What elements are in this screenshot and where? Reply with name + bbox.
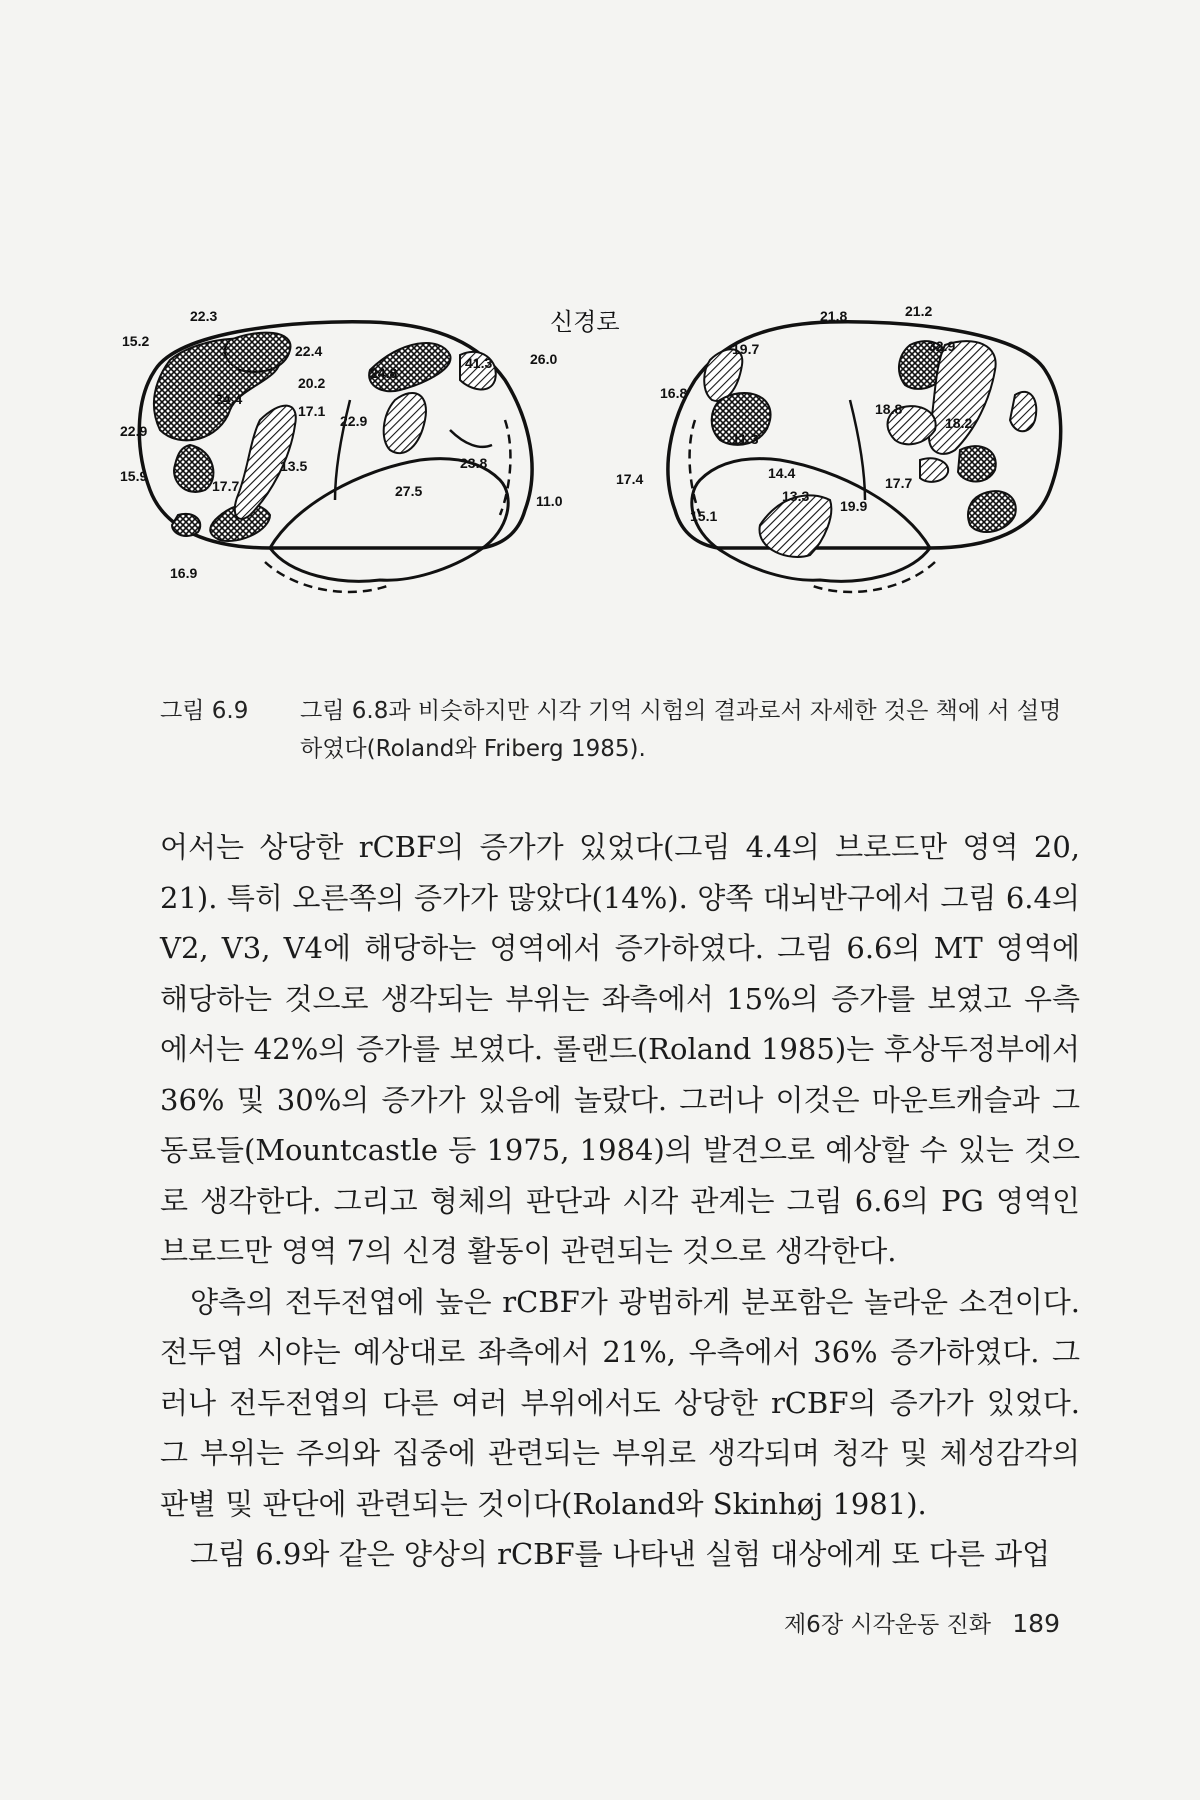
- right-label: 11.0: [536, 493, 563, 509]
- left-label: 17.1: [298, 403, 326, 419]
- right-label: 21.8: [820, 308, 848, 324]
- figure-title: 신경로: [550, 308, 620, 336]
- paragraph: 어서는 상당한 rCBF의 증가가 있었다(그림 4.4의 브로드만 영역 20, 21). 특히 오른쪽의 증가가 많았다(14%). 양쪽 대뇌반구에서 그림 6.4의 V2, V3, V4에 해당하는 영역에서 증가하였다. 그림 6.6의 MT 영역에 해당하는 것으로 생각되는 부위는 좌측에서 15%의 증가를 보였고 우측에서는 42%의 증가를 보였다. 롤랜드(Roland 1985)는 후상두정부에서 36% 및 30%의 증가가 있음에 놀랐다. 그러나 이것은 마운트캐슬과 그 동료들(Mountcastle 등 1975, 1984)의 발견으로 예상할 수 있는 것으로 생각한다. 그리고 형체의 판단과 시각 관계는 그림 6.6의 PG 영역인 브로드만 영역 7의 신경 활동이 관련되는 것으로 생각한다.: [160, 830, 1080, 1268]
- figure-caption: [160, 692, 1080, 768]
- right-label: 17.4: [616, 471, 644, 487]
- right-label: 18.2: [945, 415, 973, 431]
- right-label: 21.2: [905, 303, 933, 319]
- left-label: 41.3: [465, 355, 493, 371]
- right-label: 19.7: [732, 341, 760, 357]
- right-label: 11.3: [732, 431, 759, 447]
- left-label: 23.8: [460, 455, 488, 471]
- right-label: 16.8: [660, 385, 688, 401]
- right-label: 15.1: [690, 508, 718, 524]
- left-patch-upper: [225, 333, 291, 372]
- caption-text: 그림 6.8과 비슷하지만 시각 기억 시험의 결과로서 자세한 것은 책에 서 설명하였다(Roland와 Friberg 1985).: [300, 698, 1062, 762]
- right-label: 13.3: [782, 488, 810, 504]
- right-label: 14.4: [768, 465, 796, 481]
- right-patch-cross-mid: [958, 446, 996, 481]
- left-patch-small: [172, 514, 200, 536]
- chapter-title: 제6장 시각운동 진화: [783, 1612, 991, 1638]
- right-label: 17.7: [885, 475, 913, 491]
- left-label: 15.9: [120, 468, 148, 484]
- left-label: 17.7: [212, 478, 240, 494]
- left-label: 24.4: [215, 391, 243, 407]
- body-text: [160, 822, 1080, 1580]
- left-label: 22.3: [190, 308, 218, 324]
- left-label: 22.9: [340, 413, 368, 429]
- left-patch-mid: [174, 445, 213, 492]
- left-label: 24.8: [370, 365, 398, 381]
- right-patch-hatch-edge: [1010, 392, 1036, 431]
- page-number: 189: [1012, 1609, 1060, 1638]
- left-label: 13.5: [280, 458, 308, 474]
- right-label: 32.9: [928, 338, 956, 354]
- left-temporal-lobe: [270, 459, 508, 582]
- caption-label: 그림 6.9: [160, 698, 249, 724]
- left-label: 22.4: [295, 343, 323, 359]
- left-label: 20.2: [298, 375, 326, 391]
- left-label: 27.5: [395, 483, 423, 499]
- right-label: 19.9: [840, 498, 868, 514]
- left-label: 16.9: [170, 565, 198, 581]
- left-sulcus-2: [450, 430, 492, 447]
- paragraph: 그림 6.9와 같은 양상의 rCBF를 나타낸 실험 대상에게 또 다른 과업: [190, 1537, 1051, 1571]
- right-label: 26.0: [530, 351, 558, 367]
- left-label: 22.9: [120, 423, 148, 439]
- figure: [120, 300, 1080, 690]
- paragraph: 양측의 전두전엽에 높은 rCBF가 광범하게 분포함은 놀라운 소견이다. 전두엽 시야는 예상대로 좌측에서 21%, 우측에서 36% 증가하였다. 그러나 전두전엽의 다른 여러 부위에서도 상당한 rCBF의 증가가 있었다. 그 부위는 주의와 집중에 관련되는 부위로 생각되며 청각 및 체성감각의 판별 및 판단에 관련되는 것이다(Roland와 Skinhøj 1981).: [160, 1284, 1080, 1521]
- right-label: 18.8: [875, 401, 903, 417]
- page-footer: [784, 1606, 1060, 1639]
- left-patch-hatch-right: [384, 393, 426, 453]
- brain-map-figure: [120, 300, 1080, 690]
- right-patch-cross-bottom: [968, 491, 1016, 532]
- right-patch-hatch-low: [920, 458, 948, 481]
- left-label: 15.2: [122, 333, 150, 349]
